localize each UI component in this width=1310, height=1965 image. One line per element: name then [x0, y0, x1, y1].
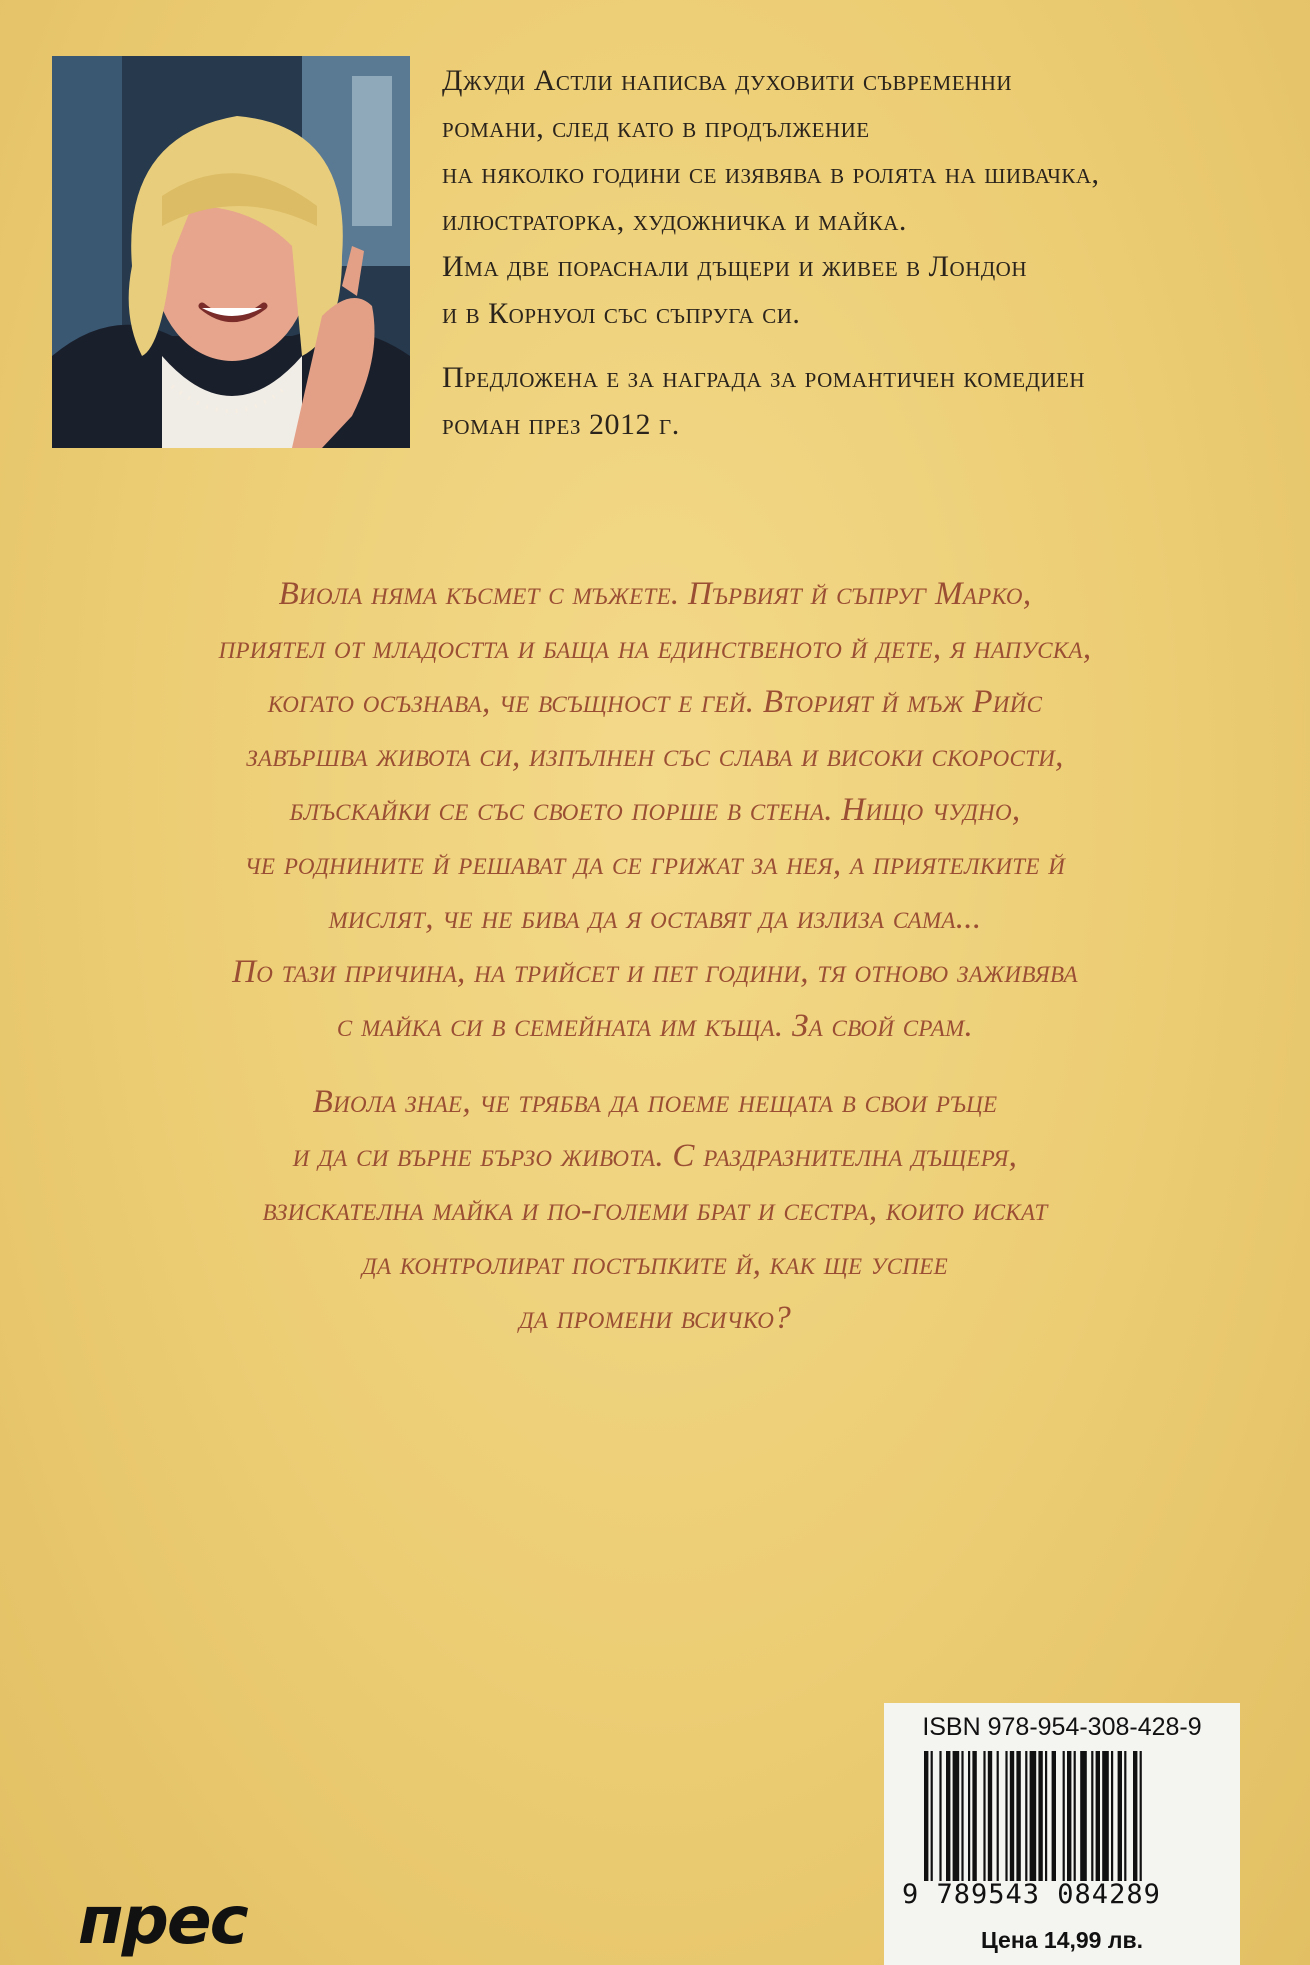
- barcode-bar: [931, 1751, 933, 1881]
- blurb-line: когато осъзнава, че всъщност е гей. Вторият й мъж Рийс: [267, 684, 1043, 720]
- bio-line: Предложена е за награда за романтичен комедиен: [442, 361, 1086, 394]
- barcode-bar: [1133, 1751, 1137, 1881]
- barcode-bar: [1005, 1751, 1007, 1881]
- barcode-bar: [1045, 1751, 1047, 1881]
- blurb-line: По тази причина, на трийсет и пет години, тя отново заживява: [232, 954, 1078, 990]
- barcode-bar: [1102, 1751, 1109, 1881]
- blurb-paragraph-1: [0, 567, 1310, 1053]
- blurb-line: мислят, че не бива да я оставят да излиза сама...: [328, 900, 982, 936]
- blurb-line: блъскайки се със своето порше в стена. Нищо чудно,: [289, 792, 1021, 828]
- bio-line: роман през 2012 г.: [442, 407, 680, 441]
- bio-line: и в Корнуол със съпруга си.: [442, 296, 801, 330]
- barcode-bar: [1025, 1751, 1027, 1881]
- author-portrait-image: [52, 56, 410, 448]
- barcode-bar: [1111, 1751, 1113, 1881]
- barcode-bar: [1091, 1751, 1093, 1881]
- barcode-bar: [1096, 1751, 1100, 1881]
- blurb-line: Виола знае, че трябва да поеме нещата в свои ръце: [312, 1084, 998, 1120]
- barcode-bar: [1124, 1751, 1126, 1881]
- barcode-bar: [988, 1751, 992, 1881]
- barcode-digits: 9 789543 084289: [902, 1879, 1161, 1910]
- barcode-bar: [946, 1751, 950, 1881]
- blurb-line: с майка си в семейната им къща. За свой срам.: [336, 1008, 974, 1044]
- blurb-line: да контролират постъпките й, как ще успее: [362, 1246, 948, 1282]
- barcode-bar: [968, 1751, 970, 1881]
- barcode-box: [884, 1703, 1240, 1965]
- bio-line: романи, след като в продължение: [442, 110, 870, 144]
- blurb-line: да промени всичко?: [518, 1300, 792, 1336]
- blurb-line: и да си върне бързо живота. С раздразнителна дъщеря,: [292, 1138, 1018, 1174]
- blurb-paragraph-2: [0, 1075, 1310, 1345]
- barcode-bar: [1010, 1751, 1014, 1881]
- author-bio: [442, 58, 1282, 448]
- isbn-label: ISBN 978-954-308-428-9: [922, 1713, 1202, 1741]
- blurb-line: приятел от младостта и баща на единственото й дете, я напуска,: [218, 630, 1092, 666]
- barcode-bar: [1080, 1751, 1087, 1881]
- blurb-line: взискателна майка и по-големи брат и сестра, които искат: [262, 1192, 1048, 1228]
- barcode-bar: [1052, 1751, 1056, 1881]
- barcode-bar: [972, 1751, 976, 1881]
- barcode-bar: [1074, 1751, 1076, 1881]
- barcode-bar: [1030, 1751, 1037, 1881]
- barcode-bar: [1016, 1751, 1020, 1881]
- bio-line: илюстраторка, художничка и майка.: [442, 203, 907, 237]
- barcode-bar: [939, 1751, 941, 1881]
- barcode-bar: [953, 1751, 960, 1881]
- barcode-bar: [1067, 1751, 1071, 1881]
- blurb-line: че роднините й решават да се грижат за нея, а приятелките й: [244, 846, 1066, 882]
- barcode-bar: [924, 1751, 928, 1881]
- barcode-bar: [997, 1751, 999, 1881]
- barcode-bar: [1118, 1751, 1122, 1881]
- barcode-bar: [961, 1751, 963, 1881]
- blurb-line: Виола няма късмет с мъжете. Първият й съпруг Марко,: [278, 576, 1032, 612]
- bio-line: на няколко години се изявява в ролята на шивачка,: [442, 157, 1100, 190]
- bio-line: Джуди Астли написва духовити съвременни: [442, 64, 1013, 97]
- barcode-bar: [1038, 1751, 1042, 1881]
- bio-paragraph-gap: [442, 337, 1282, 355]
- blurb-line: завършва живота си, изпълнен със слава и високи скорости,: [246, 738, 1064, 774]
- publisher-logo: прес: [78, 1882, 247, 1959]
- bio-line: Има две пораснали дъщери и живее в Лондон: [442, 250, 1028, 283]
- price-label: Цена 14,99 лв.: [980, 1927, 1144, 1953]
- author-photo: [52, 56, 410, 448]
- barcode-bar: [1063, 1751, 1065, 1881]
- barcode-bar: [983, 1751, 985, 1881]
- barcode-icon: [924, 1751, 1210, 1881]
- barcode-bar: [1140, 1751, 1142, 1881]
